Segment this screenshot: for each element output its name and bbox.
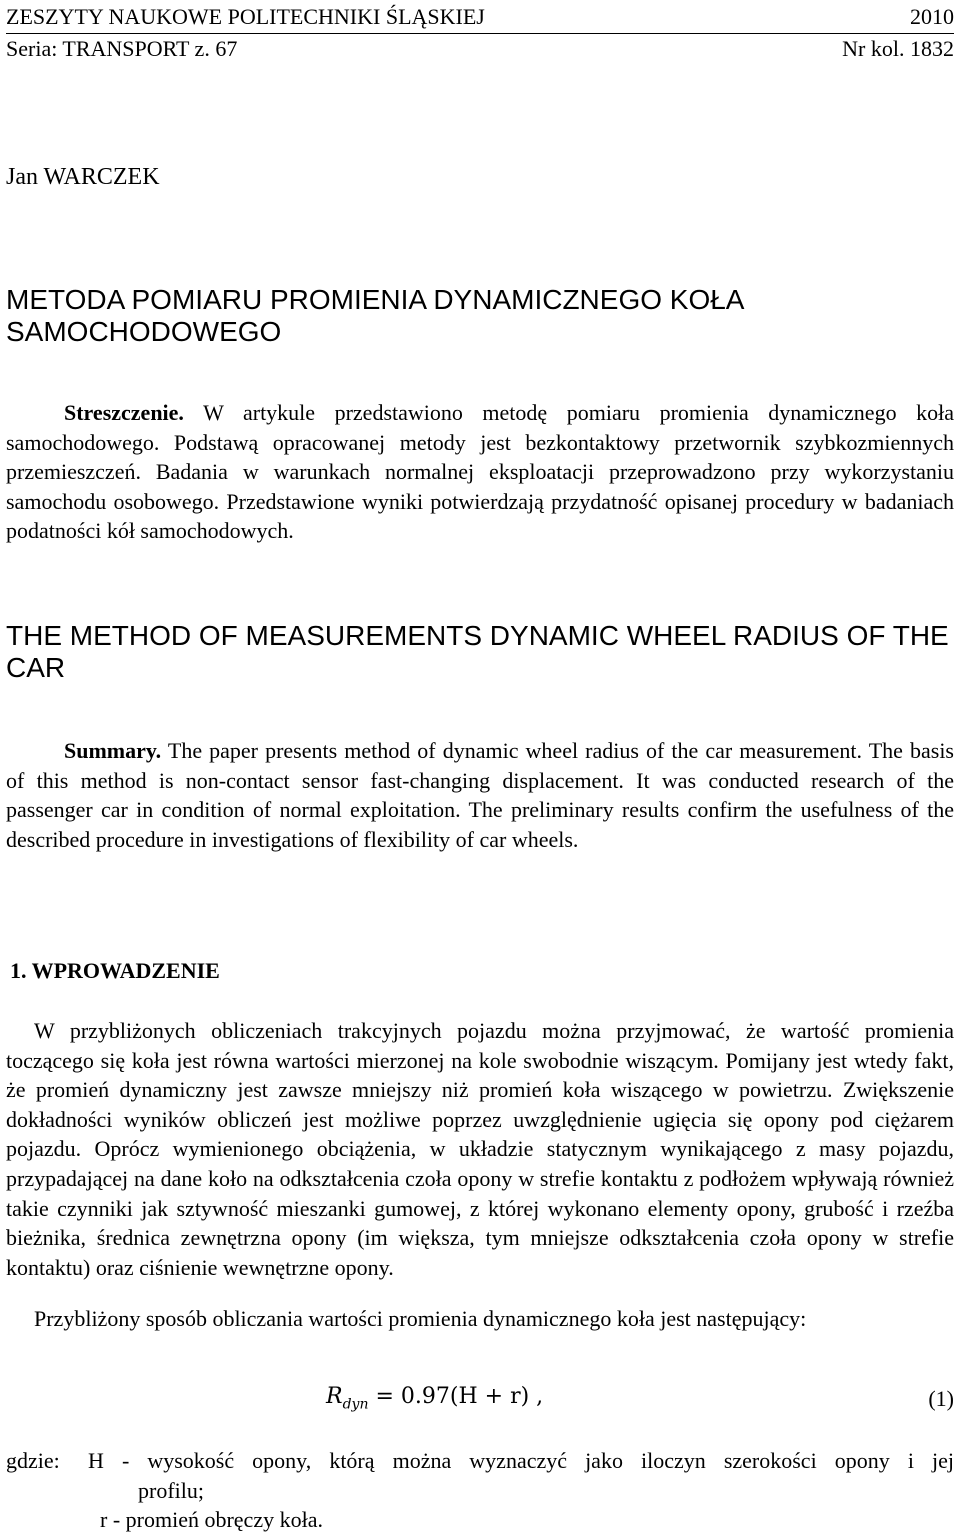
journal-series: Seria: TRANSPORT z. 67 [6, 36, 238, 61]
abstract-pl-text: W artykule przedstawiono metodę pomiaru promienia dynamicznego koła samochodowego. Podstawą opracowanej metody jest bezkontaktowy przetwornik szybkozmiennych przemieszczeń. Badania w warunkach normalnej eksploatacji przeprowadzono przy wykorzystaniu samochodu osobowego. Przedstawione wyniki potwierdzają przydatność opisanej procedury w badaniach podatności kół samochodowych. [6, 400, 954, 544]
journal-number: Nr kol. 1832 [842, 36, 954, 61]
equation-lhs: R [326, 1384, 343, 1409]
equation-rhs: = 0.97(H + r) , [375, 1384, 544, 1409]
abstract-en [6, 736, 954, 854]
section-heading: 1. WPROWADZENIE [10, 958, 220, 983]
where-h-definition-cont: profilu; [138, 1478, 204, 1503]
equation-number: (1) [928, 1386, 954, 1411]
section-paragraph-1: W przybliżonych obliczeniach trakcyjnych pojazdu można przyjmować, że wartość promienia toczącego się koła jest równa wartości mierzonej na kole swobodnie wiszącym. Pomijany jest wtedy fakt, że promień dynamiczny jest zawsze mniejszy niż promień koła wiszącego w powietrzu. Zwiększenie dokładności wyników obliczeń jest możliwe poprzez uwzględnienie ugięcia się opony pod ciężarem pojazdu. Oprócz wymienionego obciążenia, w układzie statycznym wynikającego z masy pojazdu, przypadającej na dane koło na odkształcenia czoła opony w strefie kontaktu z podłożem wpływają również takie czynniki jak sztywność mieszanki gumowej, z której wykonano elementy opony, grubość i rzeźba bieżnika, średnica zewnętrzna opony (im większa, tym mniejsze odkształcenia czoła opony w strefie kontaktu) oraz ciśnienie wewnętrzne opony. [6, 1018, 954, 1280]
equation [326, 1384, 543, 1412]
abstract-en-text: The paper presents method of dynamic wheel radius of the car measurement. The basis of this method is non-contact sensor fast-changing displacement. It was conducted research of the passenger car in condition of normal exploitation. The preliminary results confirm the usefulness of the described procedure in investigations of flexibility of car wheels. [6, 738, 954, 852]
journal-header-line1 [6, 2, 954, 32]
equation-lhs-sub: dyn [342, 1396, 369, 1413]
journal-name: ZESZYTY NAUKOWE POLITECHNIKI ŚLĄSKIEJ [6, 4, 485, 29]
title-en: THE METHOD OF MEASUREMENTS DYNAMIC WHEEL RADIUS OF THE CAR [6, 620, 949, 683]
abstract-en-label: Summary. [64, 738, 162, 763]
abstract-pl [6, 398, 954, 546]
section-paragraph-2: Przybliżony sposób obliczania wartości promienia dynamicznego koła jest następujący: [34, 1306, 807, 1331]
journal-year: 2010 [910, 4, 954, 29]
where-label: gdzie: [6, 1448, 60, 1473]
where-h-definition: H - wysokość opony, którą można wyznaczyć jako iloczyn szerokości opony i jej [88, 1448, 954, 1473]
author-name: Jan WARCZEK [6, 164, 160, 190]
journal-header-line2 [6, 34, 954, 64]
abstract-pl-label: Streszczenie. [64, 400, 184, 425]
where-r-definition: r - promień obręczy koła. [100, 1507, 323, 1532]
title-pl: METODA POMIARU PROMIENIA DYNAMICZNEGO KOŁA SAMOCHODOWEGO [6, 284, 743, 347]
